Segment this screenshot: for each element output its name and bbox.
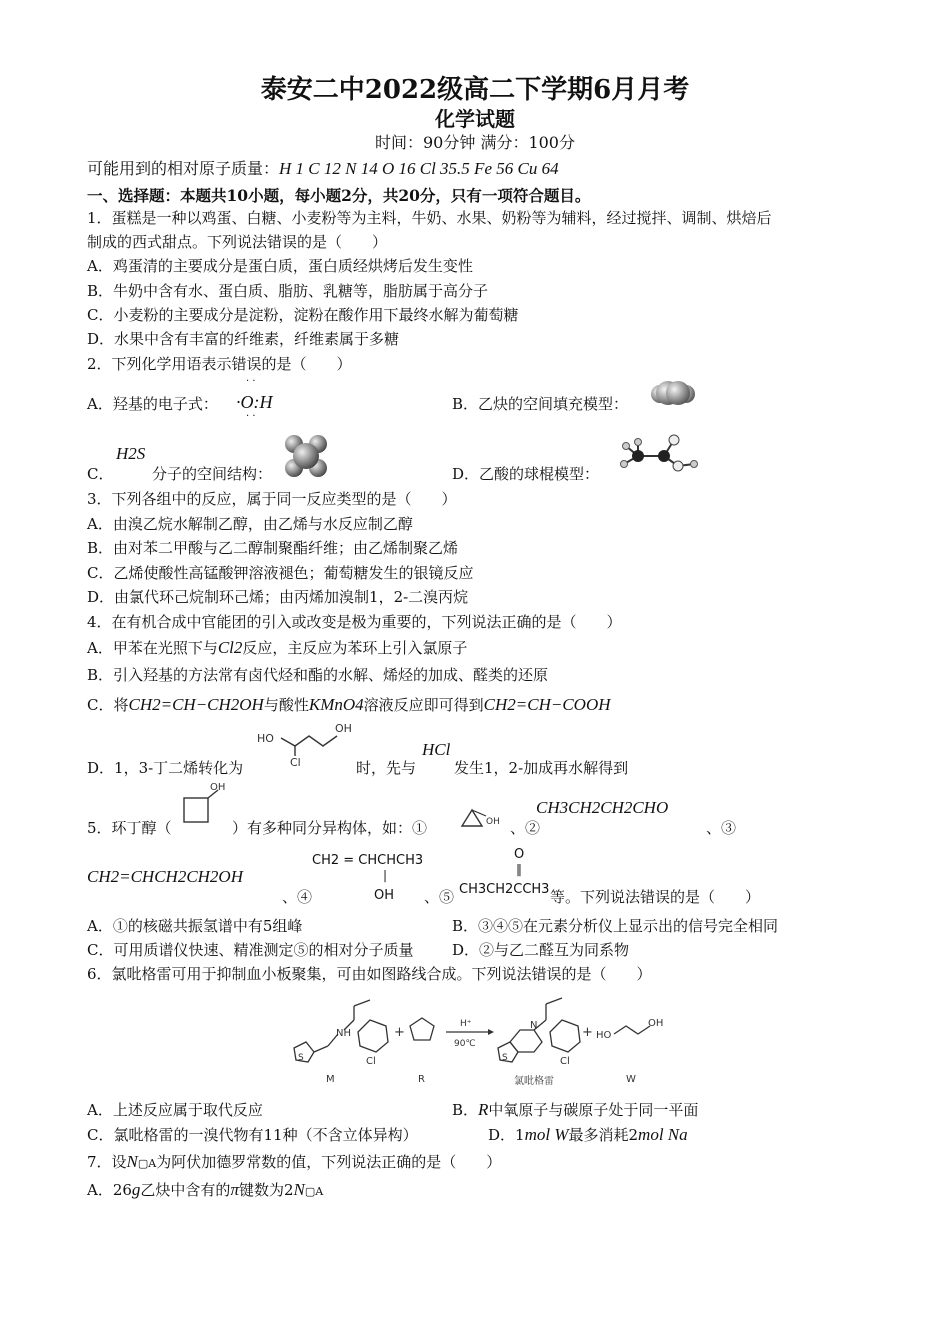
scheme-ho: HO — [596, 1030, 612, 1041]
q7-stem-post: 为阿伏加德罗常数的值，下列说法正确的是（ ） — [156, 1153, 502, 1171]
scheme-label-m: M — [326, 1074, 335, 1085]
q3-stem: 3．下列各组中的反应，属于同一反应类型的是（ ） — [87, 490, 457, 508]
q5-iso2-label: 、② — [510, 819, 541, 837]
q4-c-formula3: CH2=CH−COOH — [483, 695, 611, 714]
compound-r-structure — [410, 1018, 434, 1040]
atomic-mass-line — [87, 157, 559, 181]
acetic-acid-ball-stick-model — [616, 430, 702, 480]
q5-iso3-formula: CH2=CHCH2CH2OH — [87, 867, 243, 886]
q7-a-mid: 乙炔中含有的 — [140, 1181, 231, 1199]
q1-stem-line2: 制成的西式甜点。下列说法错误的是（ ） — [87, 233, 388, 251]
cyclobutanol-oh: OH — [210, 782, 226, 793]
scheme-label-r: R — [418, 1074, 425, 1085]
q4-a-formula: Cl2 — [217, 638, 243, 657]
q7-stem — [87, 1152, 501, 1174]
q4-option-d-post: 发生1，2-加成再水解得到 — [454, 759, 629, 777]
acetylene-space-filling-model — [648, 378, 698, 410]
q6-b-formula: R — [478, 1100, 489, 1119]
q2-option-c-prefix: C． — [87, 465, 114, 483]
q5-iso2-formula: CH3CH2CH2CHO — [536, 798, 669, 817]
q2-electron-dots-bottom: · · — [246, 411, 256, 422]
scheme-cond-1: H⁺ — [460, 1019, 472, 1029]
scheme-cond-2: 90℃ — [454, 1039, 476, 1049]
reaction-arrowhead — [488, 1029, 494, 1035]
q4-c-formula1: CH2=CH−CH2OH — [128, 695, 264, 714]
q2-hydroxyl-electron-formula: ·O:H — [236, 392, 273, 412]
q4-c-pre: C．将 — [87, 696, 129, 714]
q3-option-a: A．由溴乙烷水解制乙醇，由乙烯与水反应制乙醇 — [87, 515, 413, 533]
scheme-plus-2: + — [582, 1025, 593, 1040]
q5-iso5-double-bond: ‖ — [516, 862, 522, 876]
q4-a-pre: A．甲苯在光照下与 — [87, 639, 218, 657]
q7-a-na: N — [293, 1180, 305, 1199]
q2-option-d-label: D．乙酸的球棍模型： — [452, 465, 600, 483]
q4-a-post: 反应，主反应为苯环上引入氯原子 — [242, 639, 468, 657]
isomer1-cyclopropylmethanol — [452, 800, 508, 834]
subject-title: 化学试题 — [435, 107, 515, 131]
q5-iso5-formula: CH3CH2CCH3 — [459, 882, 550, 897]
q4-c-mid2: 溶液反应即可得到 — [363, 696, 484, 714]
scheme-label-product: 氯吡格雷 — [514, 1076, 554, 1087]
q4-option-d-pre: D．1，3-丁二烯转化为 — [87, 759, 244, 777]
h2s-structure-model — [282, 432, 330, 480]
time-score: 时间：90分钟 满分：100分 — [375, 133, 575, 152]
q5-option-a: A．①的核磁共振氢谱中有5组峰 — [87, 917, 303, 935]
q6-option-d — [488, 1125, 688, 1145]
q6-stem: 6．氯吡格雷可用于抑制血小板聚集，可由如图路线合成。下列说法错误的是（ ） — [87, 965, 652, 983]
q3-option-d: D．由氯代环己烷制环己烯；由丙烯加溴制1，2-二溴丙烷 — [87, 588, 469, 606]
q5-option-b: B．③④⑤在元素分析仪上显示出的信号完全相同 — [452, 917, 779, 935]
scheme-oh: OH — [648, 1018, 664, 1029]
scheme-plus-1: + — [394, 1025, 405, 1040]
q6-d-pre: D．1 — [488, 1126, 525, 1144]
q7-stem-pre: 7．设 — [87, 1153, 127, 1171]
q6-option-b — [452, 1100, 698, 1120]
scheme-cl-product: Cl — [560, 1056, 570, 1067]
q2-option-c-label: 分子的空间结构： — [152, 465, 273, 483]
q2-option-a-label: A．羟基的电子式： — [87, 395, 218, 413]
q2-option-b-label: B．乙炔的空间填充模型： — [452, 395, 629, 413]
q7-a-mid2: 键数为2 — [238, 1181, 294, 1199]
scheme-s-m: S — [298, 1053, 304, 1063]
q6-option-a: A．上述反应属于取代反应 — [87, 1101, 263, 1119]
q4-option-b: B．引入羟基的方法常有卤代烃和酯的水解、烯烃的加成、醛类的还原 — [87, 666, 549, 684]
exam-title: 泰安二中2022级高二下学期6月月考 — [260, 75, 690, 105]
q5-post: ）有多种同分异构体，如：① — [232, 819, 428, 837]
q6-option-c: C．氯吡格雷的一溴代物有11种（不含立体异构） — [87, 1126, 418, 1144]
scheme-label-w: W — [626, 1074, 636, 1085]
q7-a-g: g — [131, 1180, 141, 1199]
cyclobutanol-structure — [178, 780, 234, 832]
compound-w-structure — [614, 1026, 650, 1034]
q5-iso4-label: 、④ — [282, 888, 313, 906]
q7-na: N — [126, 1152, 138, 1171]
q1-option-d: D．水果中含有丰富的纤维素，纤维素属于多糖 — [87, 330, 400, 348]
q7-option-a — [87, 1180, 323, 1202]
q4-stem: 4．在有机合成中官能团的引入或改变是极为重要的，下列说法正确的是（ ） — [87, 613, 622, 631]
q5-option-c: C．可用质谱仪快速、精准测定⑤的相对分子质量 — [87, 941, 414, 959]
scheme-s-product: S — [502, 1053, 508, 1063]
clopidogrel-structure — [498, 998, 580, 1062]
q1-option-a: A．鸡蛋清的主要成分是蛋白质，蛋白质经烘烤后发生变性 — [87, 257, 473, 275]
q6-d-formula2: mol Na — [638, 1125, 688, 1144]
atomic-mass-values: H 1 C 12 N 14 O 16 Cl 35.5 Fe 56 Cu 64 — [279, 159, 559, 178]
q2-electron-dots-top: · · — [246, 376, 256, 387]
q5-pre: 5．环丁醇（ — [87, 819, 172, 837]
isomer1-oh: OH — [486, 817, 500, 827]
q1-option-b: B．牛奶中含有水、蛋白质、脂肪、乳糖等，脂肪属于高分子 — [87, 282, 489, 300]
q5-iso5-label: 、⑤ — [424, 888, 455, 906]
q6-d-formula1: mol W — [524, 1125, 569, 1144]
q5-iso3-label: 、③ — [706, 819, 737, 837]
q2-h2s-formula: H2S — [116, 444, 146, 463]
scheme-n: N — [530, 1020, 538, 1031]
q4-d-struct-cl: Cl — [290, 756, 301, 768]
q5-option-d: D．②与乙二醛互为同系物 — [452, 941, 630, 959]
q6-d-mid: 最多消耗2 — [568, 1126, 639, 1144]
q3-option-c: C．乙烯使酸性高锰酸钾溶液褪色；葡萄糖发生的银镜反应 — [87, 564, 474, 582]
q6-b-post: 中氧原子与碳原子处于同一平面 — [488, 1101, 699, 1119]
q1-option-c: C．小麦粉的主要成分是淀粉，淀粉在酸作用下最终水解为葡萄糖 — [87, 306, 519, 324]
q4-d-butanediol-structure — [255, 718, 355, 768]
q2-stem: 2．下列化学用语表示错误的是（ ） — [87, 355, 352, 373]
q4-c-formula2: KMnO4 — [308, 695, 364, 714]
q3-option-b: B．由对苯二甲酸与乙二醇制聚酯纤维；由乙烯制聚乙烯 — [87, 539, 459, 557]
q4-option-a — [87, 638, 467, 658]
q4-d-struct-oh: OH — [335, 722, 352, 735]
q4-option-c — [87, 695, 611, 715]
scheme-cl-m: Cl — [366, 1056, 376, 1067]
q5-iso4-bond: | — [383, 868, 388, 882]
clopidogrel-synthesis-scheme — [280, 990, 680, 1090]
q7-a-pre: A．26 — [87, 1181, 132, 1199]
q5-iso4-top: CH2 = CHCHCH3 — [312, 853, 424, 868]
scheme-nh: NH — [336, 1028, 351, 1039]
section1-heading: 一、选择题：本题共10小题，每小题2分，共20分，只有一项符合题目。 — [87, 186, 591, 205]
q7-a-pi: π — [230, 1180, 239, 1199]
q6-b-pre: B． — [452, 1101, 479, 1119]
q4-option-d-mid: 时，先与 — [356, 759, 417, 777]
q5-iso4-oh: OH — [374, 888, 395, 903]
q5-tail: 等。下列说法错误的是（ ） — [550, 888, 761, 906]
q4-d-hcl: HCl — [422, 740, 451, 759]
q4-d-struct-ho: HO — [257, 732, 274, 745]
q1-stem-line1: 1．蛋糕是一种以鸡蛋、白糖、小麦粉等为主料，牛奶、水果、奶粉等为辅料，经过搅拌、调制、烘焙后 — [87, 209, 772, 227]
q7-na-subscript: ▢A — [137, 1157, 157, 1170]
q4-c-mid: 与酸性 — [263, 696, 309, 714]
atomic-mass-label: 可能用到的相对原子质量： — [87, 159, 280, 178]
q5-iso5-o: O — [514, 847, 525, 862]
q7-a-na-subscript: ▢A — [304, 1185, 324, 1198]
